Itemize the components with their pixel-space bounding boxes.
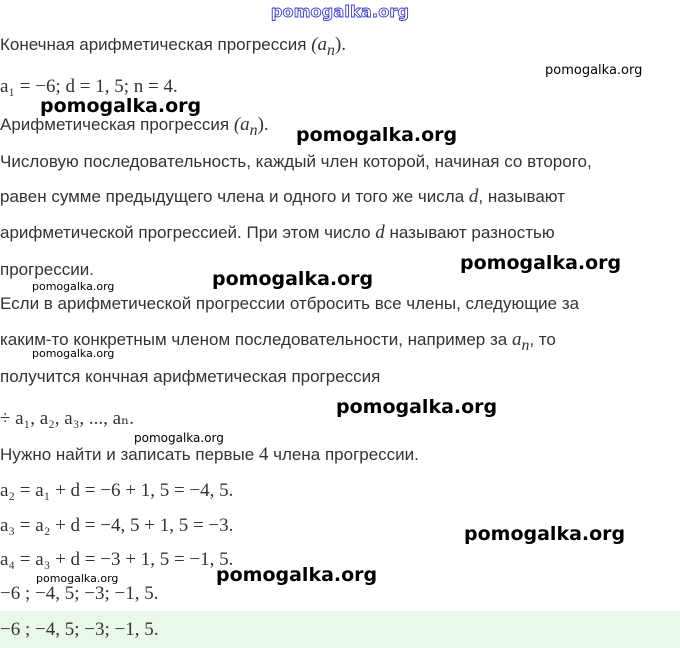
definition-heading-math: $(a_n)$. [233,114,269,139]
title-text: Конечная арифметическая прогрессия [0,35,307,54]
watermark: pomogalka.org [464,523,626,545]
given-data: a₁ = −6; d = 1, 5; n = 4. [0,76,178,97]
equation-a4: a₄ = a₃ + d = −3 + 1, 5 = −1, 5. [0,549,234,570]
finite-line-1: Если в арифметической прогрессии отбросить все члены, следующие за [0,294,580,313]
task-line: Нужно найти и записать первые 4 члена прогрессии. [0,444,419,465]
watermark: pomogalka.org [32,347,115,360]
answer-text: −6 ; −4, 5; −3; −1, 5. [0,619,159,640]
finite-line-2: каким-то конкретным членом последовательности, например за $a_n$, то [0,329,556,354]
watermark: pomogalka.org [40,95,202,117]
watermark: pomogalka.org [32,280,115,293]
watermark: pomogalka.org [212,268,374,290]
finite-line-3: получится кончная арифметическая прогрессия [0,367,381,386]
definition-heading [0,114,269,142]
definition-line-1: Числовую последовательность, каждый член которой, начиная со второго, [0,152,592,171]
watermark: pomogalka.org [336,396,498,418]
equation-a2: a₂ = a₁ + d = −6 + 1, 5 = −4, 5. [0,480,234,501]
sequence-notation: ÷ a₁, a₂, a₃, ..., aₙ. [0,408,135,429]
answer-box [0,611,680,648]
watermark: pomogalka.org [134,431,224,445]
definition-heading-text: Арифметическая прогрессия [0,115,230,134]
definition-line-2: равен сумме предыдущего члена и одного и того же числа d, называют [0,186,565,207]
watermark: pomogalka.org [216,564,378,586]
definition-line-3: арифметической прогрессией. При этом число d называют разностью [0,222,555,243]
watermark: pomogalka.org [296,124,458,146]
equation-a3: a₃ = a₂ + d = −4, 5 + 1, 5 = −3. [0,515,234,536]
title-math: $(a_n)$. [311,34,347,59]
watermark: pomogalka.org [36,572,119,585]
definition-line-4: прогрессии. [0,260,94,279]
title-line [0,34,346,62]
watermark: pomogalka.org [460,252,622,274]
result-sequence: −6 ; −4, 5; −3; −1, 5. [0,583,159,604]
watermark: pomogalka.org [545,63,643,78]
watermark-top: pomogalka.org [270,2,410,21]
